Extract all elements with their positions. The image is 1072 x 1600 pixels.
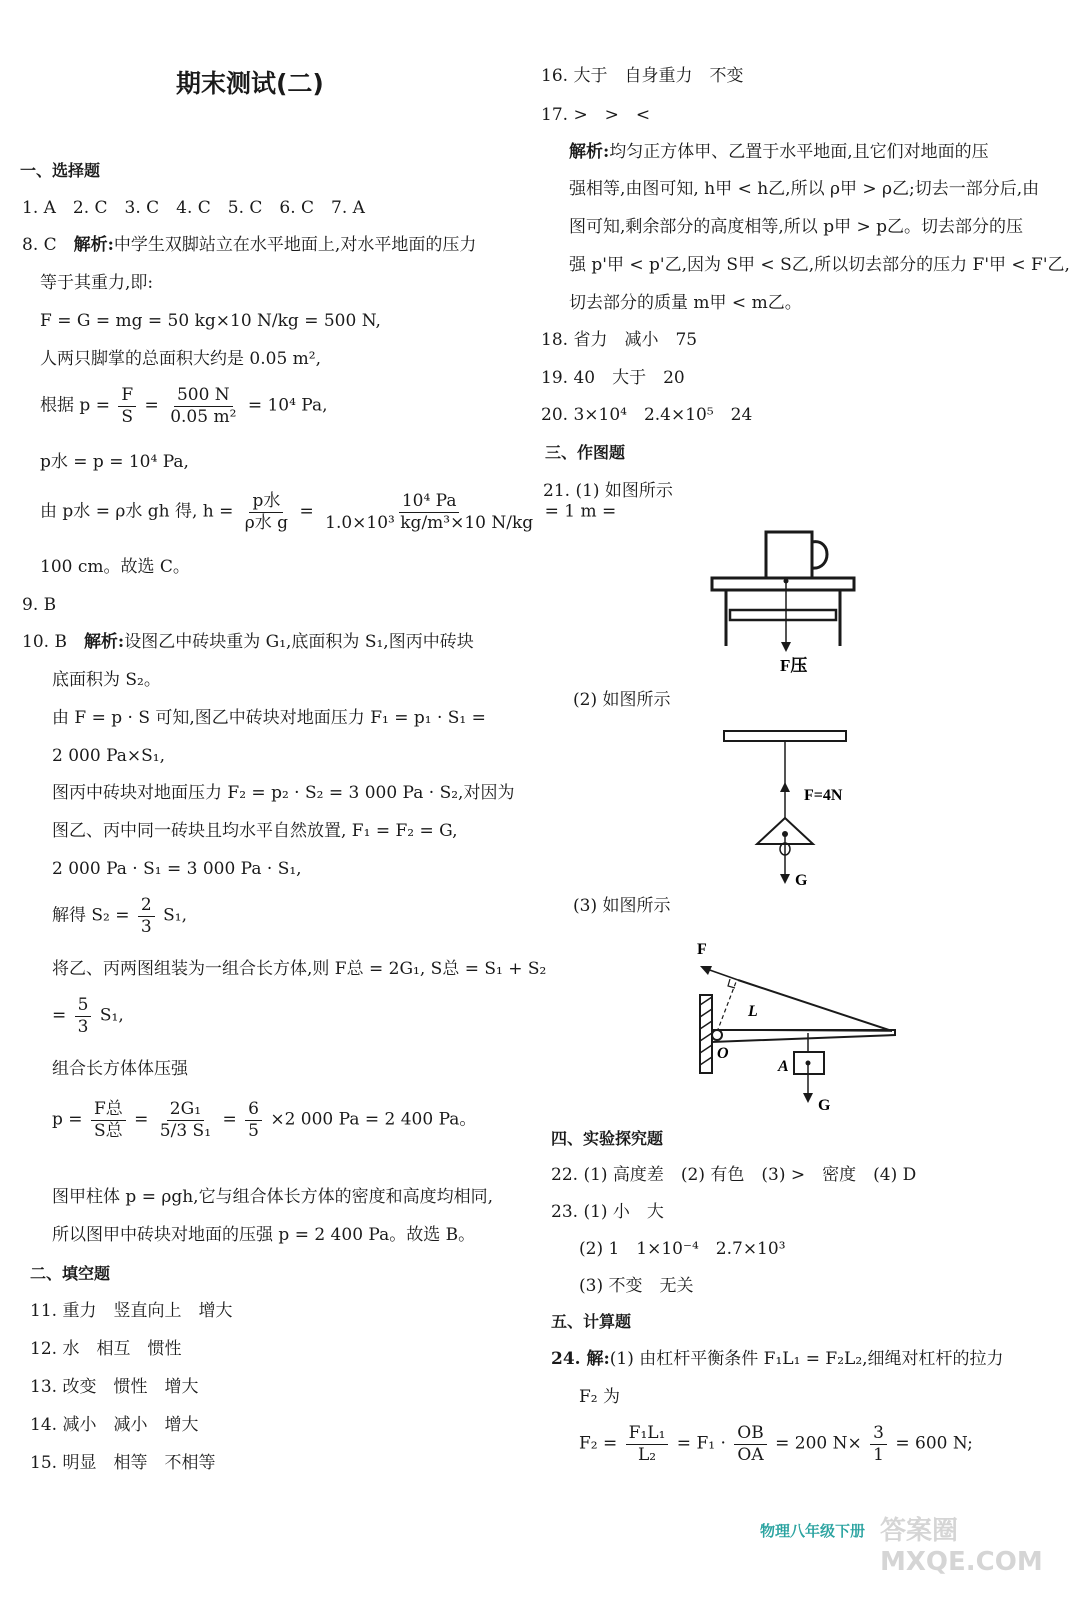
answer-q21-3: (3) 如图所示 [573, 896, 671, 916]
section-heading-fill: 二、填空题 [30, 1264, 111, 1283]
section-heading-calculation: 五、计算题 [551, 1312, 632, 1331]
pressure-arrow-head [781, 642, 791, 652]
q10-line: 2 000 Pa · S₁ = 3 000 Pa · S₁, [52, 859, 302, 879]
diagram-hanging-lamp [700, 720, 870, 895]
q10-line: 由 F = p · S 可知,图乙中砖块对地面压力 F₁ = p₁ · S₁ = [52, 708, 486, 728]
page-title: 期末测试(二) [176, 69, 324, 98]
force-up-arrow-head [780, 782, 790, 792]
q10-line: 底面积为 S₂。 [52, 670, 161, 690]
q17-line: 切去部分的质量 m甲 < m乙。 [569, 293, 802, 313]
q17-line: 强 p'甲 < p'乙,因为 S甲 < S乙,所以切去部分的压力 F'甲 < F'乙, [569, 255, 1070, 275]
q17-line: 解析:均匀正方体甲、乙置于水平地面,且它们对地面的压 [569, 142, 989, 162]
section-heading-choice: 一、选择题 [20, 161, 101, 180]
q10-line: 2 000 Pa×S₁, [52, 746, 165, 766]
label-f-pressure: F压 [780, 656, 808, 675]
q8-formula-height: 由 p水 = ρ水 gh 得, h = $\frac{\text{p水}}{\text{ρ水 g}}$ = $\frac{\text{10⁴ Pa}}{\text{1.0×10³ kg/m³×10 N/kg}}$ = 1 m = [40, 491, 617, 533]
q24-formula: F₂ = $\frac{\text{F₁L₁}}{\text{L₂}}$ = F₁ · $\frac{OB}{OA}$ = 200 N× $\frac{3}{1}$ = 600 N; [579, 1423, 973, 1465]
string-line [738, 980, 892, 1031]
q10-line: 图乙、丙中同一砖块且均水平自然放置, F₁ = F₂ = G, [52, 821, 458, 841]
q10-formula-s2: 解得 S₂ = $\frac{2}{3}$ S₁, [52, 895, 188, 937]
ceiling-board [724, 731, 846, 741]
section-heading-experiment: 四、实验探究题 [551, 1129, 664, 1148]
answer-q14: 14. 减小 减小 增大 [30, 1415, 199, 1435]
answer-q18: 18. 省力 减小 75 [541, 330, 698, 350]
answer-q8: 8. C 解析:中学生双脚站立在水平地面上,对水平地面的压力 [22, 235, 477, 255]
q24-line: F₂ 为 [579, 1387, 621, 1407]
answer-q15: 15. 明显 相等 不相等 [30, 1453, 216, 1473]
q8-formula-pressure: 根据 p = $\frac{F}{S}$ = $\frac{500 N}{\text{0.05 m²}}$ = 10⁴ Pa, [40, 385, 328, 427]
q10-formula-pressure: p = $\frac{\text{F总}}{\text{S总}}$ = $\frac{\text{2G₁}}{\text{5/3 S₁}}$ = $\frac{6}{5}$ ×2 000 Pa = 2 400 Pa。 [52, 1099, 477, 1141]
label-block-a: A [778, 1058, 789, 1075]
q10-line: 图丙中砖块对地面压力 F₂ = p₂ · S₂ = 3 000 Pa · S₂,对因为 [52, 783, 515, 803]
q8-line: p水 = p = 10⁴ Pa, [40, 452, 189, 472]
section-heading-drawing: 三、作图题 [545, 443, 626, 462]
q8-line: 100 cm。故选 C。 [40, 557, 190, 577]
answer-q12: 12. 水 相互 惯性 [30, 1339, 182, 1359]
q8-line: F = G = mg = 50 kg×10 N/kg = 500 N, [40, 311, 381, 331]
pivot-o [712, 1030, 722, 1040]
q17-line: 图可知,剩余部分的高度相等,所以 p甲 > p乙。切去部分的压 [569, 217, 1024, 237]
label-lever-arm: L [748, 1003, 758, 1020]
answer-q1-7: 1. A 2. C 3. C 4. C 5. C 6. C 7. A [22, 198, 365, 218]
answer-q23-2: (2) 1 1×10⁻⁴ 2.7×10³ [579, 1239, 786, 1259]
q10-line: 组合长方体体压强 [52, 1059, 188, 1079]
lever-arm-line [717, 982, 736, 1032]
label-force-4n: F=4N [804, 787, 843, 804]
q10-line: 所以图甲中砖块对地面的压强 p = 2 400 Pa。故选 B。 [52, 1225, 476, 1245]
label-block-gravity: G [818, 1097, 831, 1114]
watermark: 答案圈 MXQE.COM [880, 1516, 1043, 1577]
table-top [712, 578, 854, 590]
pressure-point [784, 579, 789, 584]
label-pivot-o: O [717, 1045, 729, 1062]
q8-line: 人两只脚掌的总面积大约是 0.05 m², [40, 349, 321, 369]
answer-q22: 22. (1) 高度差 (2) 有色 (3) > 密度 (4) D [551, 1165, 917, 1185]
table-shelf [730, 610, 836, 620]
answer-q11: 11. 重力 竖直向上 增大 [30, 1301, 233, 1321]
lever-edge [712, 1030, 892, 1031]
diagram-lever [690, 935, 905, 1115]
gravity-arrow-head [780, 874, 790, 884]
answer-q10: 10. B 解析:设图乙中砖块重为 G₁,底面积为 S₁,图丙中砖块 [22, 632, 474, 652]
q10-line: 图甲柱体 p = ρgh,它与组合体长方体的密度和高度均相同, [52, 1187, 493, 1207]
answer-q9: 9. B [22, 595, 57, 615]
answer-q23-1: 23. (1) 小 大 [551, 1202, 664, 1222]
block-gravity-head [803, 1093, 813, 1103]
cup-body [766, 532, 812, 578]
cup-handle [812, 542, 827, 568]
q17-line: 强相等,由图可知, h甲 < h乙,所以 ρ甲 > ρ乙;切去一部分后,由 [569, 179, 1040, 199]
diagram-table-cup [700, 520, 870, 685]
label-force-f: F [697, 941, 707, 958]
answer-q17: 17. > > < [541, 105, 651, 125]
q10-formula-stotal: = $\frac{5}{3}$ S₁, [52, 995, 124, 1037]
right-angle-mark [728, 979, 735, 988]
answer-q13: 13. 改变 惯性 增大 [30, 1377, 199, 1397]
answer-q20: 20. 3×10⁴ 2.4×10⁵ 24 [541, 405, 753, 425]
answer-q21-1: 21. (1) 如图所示 [543, 481, 673, 501]
wall-hatching [700, 997, 712, 1065]
q8-line: 等于其重力,即: [40, 273, 154, 293]
answer-q16: 16. 大于 自身重力 不变 [541, 66, 744, 86]
answer-q19: 19. 40 大于 20 [541, 368, 685, 388]
q10-line: 将乙、丙两图组装为一组合长方体,则 F总 = 2G₁, S总 = S₁ + S₂ [52, 959, 547, 979]
answer-q24: 24. 解:(1) 由杠杆平衡条件 F₁L₁ = F₂L₂,细绳对杠杆的拉力 [551, 1349, 1004, 1369]
answer-q23-3: (3) 不变 无关 [579, 1276, 694, 1296]
answer-q21-2: (2) 如图所示 [573, 690, 671, 710]
footer-book-title: 物理八年级下册 [760, 1522, 866, 1540]
label-gravity: G [795, 872, 808, 889]
lever-bar [712, 1030, 895, 1042]
